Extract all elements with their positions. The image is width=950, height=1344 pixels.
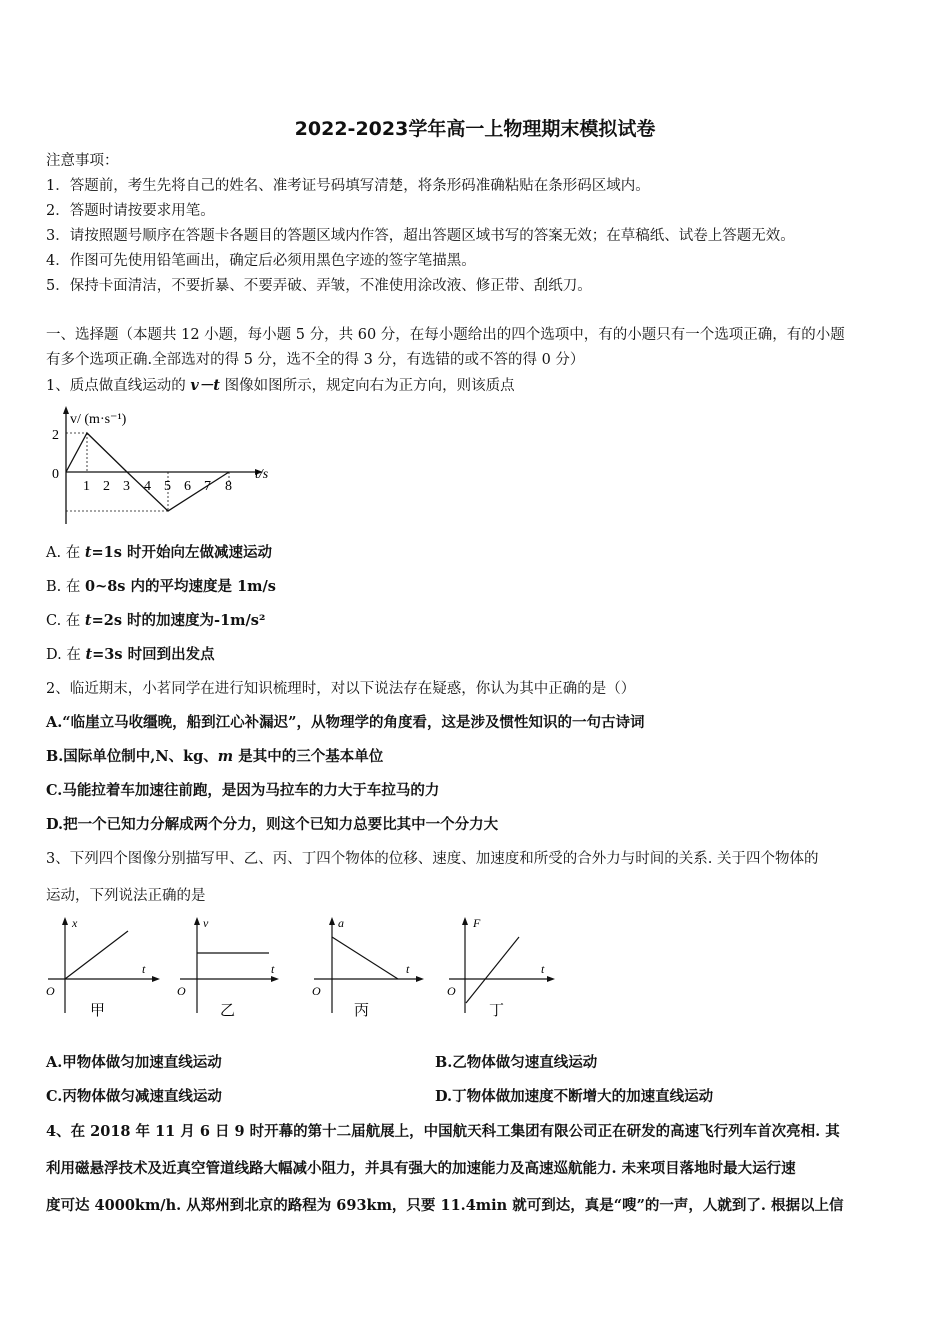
exam-title: 2022-2023学年高一上物理期末模拟试卷 bbox=[294, 118, 656, 140]
q1-x-tick: 5 bbox=[164, 479, 171, 494]
q4-line2: 利用磁悬浮技术及近真空管道线路大幅减小阻力，并具有强大的加速能力及高速巡航能力. 未来项目落地时最大运行速 bbox=[46, 1160, 796, 1177]
q3-graph-bing bbox=[308, 915, 433, 1025]
q1-option-a-post: =1s 时开始向左做减速运动 bbox=[91, 544, 272, 561]
q1-option-c-post: =2s 时的加速度为-1m/s² bbox=[91, 612, 266, 629]
q1-y-tick: 2 bbox=[52, 428, 59, 443]
q3-jia-origin: O bbox=[46, 984, 55, 998]
q3-option-d: D.丁物体做加速度不断增大的加速直线运动 bbox=[435, 1088, 714, 1105]
q4-line3: 度可达 4000km/h. 从郑州到北京的路程为 693km，只要 11.4min 就可到达，真是“嗖”的一声，人就到了. 根据以上信 bbox=[46, 1197, 844, 1214]
q1-y-axis-label: v/ (m·s⁻¹) bbox=[70, 412, 127, 427]
q1-option-d bbox=[46, 645, 215, 665]
q1-x-tick: 7 bbox=[204, 479, 211, 494]
section-heading-line1: 一、选择题（本题共 12 小题，每小题 5 分，共 60 分，在每小题给出的四个选项中，有的小题只有一个选项正确，有的小题 bbox=[46, 327, 845, 343]
q1-x-tick: 4 bbox=[144, 479, 151, 494]
notice-item: 3．请按照题号顺序在答题卡各题目的答题区域内作答，超出答题区域书写的答案无效；在草稿纸、试卷上答题无效。 bbox=[46, 228, 795, 244]
q2-option-b-post: 是其中的三个基本单位 bbox=[233, 748, 384, 765]
q3-option-a: A.甲物体做匀加速直线运动 bbox=[46, 1054, 222, 1071]
q1-option-c-pre: C. 在 bbox=[46, 613, 85, 629]
q1-option-b-pre: B. 在 bbox=[46, 579, 85, 595]
q1-x-tick: 6 bbox=[184, 479, 191, 494]
q3-bing-y-label: a bbox=[338, 916, 344, 930]
q3-stem-line2: 运动，下列说法正确的是 bbox=[46, 888, 206, 904]
notice-item: 4．作图可先使用铅笔画出，确定后必须用黑色字迹的签字笔描黑。 bbox=[46, 253, 476, 269]
q1-vt-graph bbox=[44, 402, 284, 528]
q4-line1: 4、在 2018 年 11 月 6 日 9 时开幕的第十二届航展上，中国航天科工集团有限公司正在研发的高速飞行列车首次亮相. 其 bbox=[46, 1123, 840, 1140]
q1-stem-suffix: 图像如图所示，规定向右为正方向，则该质点 bbox=[219, 378, 515, 394]
q1-option-d-var: t bbox=[85, 646, 93, 663]
q3-jia-name: 甲 bbox=[90, 1003, 106, 1019]
q1-option-d-pre: D. 在 bbox=[46, 647, 86, 663]
q3-yi-y-label: v bbox=[203, 916, 209, 930]
q3-graph-ding bbox=[443, 915, 568, 1025]
q1-y-tick: 0 bbox=[52, 467, 59, 482]
q2-stem: 2、临近期末，小茗同学在进行知识梳理时，对以下说法存在疑惑，你认为其中正确的是（） bbox=[46, 681, 636, 697]
section-heading-line2: 有多个选项正确.全部选对的得 5 分，选不全的得 3 分，有选错的或不答的得 0 分） bbox=[46, 352, 585, 368]
q1-stem bbox=[46, 376, 515, 396]
q2-option-a: A.“临崖立马收缰晚，船到江心补漏迟”，从物理学的角度看，这是涉及惯性知识的一句古诗词 bbox=[46, 714, 645, 731]
q1-stem-prefix: 1、质点做直线运动的 bbox=[46, 378, 191, 394]
q3-option-c: C.丙物体做匀减速直线运动 bbox=[46, 1088, 222, 1105]
q3-ding-y-label: F bbox=[473, 916, 481, 930]
q2-option-c: C.马能拉着车加速往前跑，是因为马拉车的力大于车拉马的力 bbox=[46, 782, 440, 799]
q1-option-a bbox=[46, 543, 272, 563]
q3-graph-jia bbox=[40, 915, 165, 1025]
q3-yi-origin: O bbox=[177, 984, 186, 998]
q1-x-tick: 8 bbox=[225, 479, 232, 494]
q1-option-b-post: 0~8s 内的平均速度是 1m/s bbox=[84, 578, 276, 595]
q1-option-c bbox=[46, 611, 265, 631]
notice-item: 5．保持卡面清洁，不要折暴、不要弄破、弄皱，不准使用涂改液、修正带、刮纸刀。 bbox=[46, 278, 592, 294]
q2-option-b-var: m bbox=[217, 748, 234, 765]
q1-option-a-var: t bbox=[84, 544, 92, 561]
q3-yi-name: 乙 bbox=[220, 1003, 236, 1019]
q3-ding-name: 丁 bbox=[489, 1003, 505, 1019]
notice-item: 1．答题前，考生先将自己的姓名、准考证号码填写清楚，将条形码准确粘贴在条形码区域内。 bbox=[46, 178, 650, 194]
q3-option-b: B.乙物体做匀速直线运动 bbox=[435, 1054, 598, 1071]
q1-option-a-pre: A. 在 bbox=[46, 545, 85, 561]
q1-x-tick: 1 bbox=[83, 479, 90, 494]
q2-option-b-pre: B.国际单位制中,N、kg、 bbox=[46, 748, 218, 765]
notice-item: 2．答题时请按要求用笔。 bbox=[46, 203, 215, 219]
q1-x-tick: 2 bbox=[103, 479, 110, 494]
q2-option-b bbox=[46, 747, 383, 767]
q1-stem-var: v－t bbox=[190, 377, 220, 394]
q3-ding-x-label: t bbox=[541, 962, 545, 976]
q3-bing-name: 丙 bbox=[354, 1003, 370, 1019]
q3-ding-origin: O bbox=[447, 984, 456, 998]
q3-graph-yi bbox=[175, 915, 300, 1025]
q1-x-axis-label: t/s bbox=[255, 467, 269, 482]
q3-jia-x-label: t bbox=[142, 962, 146, 976]
notice-heading: 注意事项： bbox=[46, 153, 119, 169]
q2-option-d: D.把一个已知力分解成两个分力，则这个已知力总要比其中一个分力大 bbox=[46, 816, 499, 833]
q3-bing-x-label: t bbox=[406, 962, 410, 976]
q1-option-c-var: t bbox=[84, 612, 92, 629]
q1-option-d-post: =3s 时回到出发点 bbox=[92, 646, 215, 663]
q1-x-tick: 3 bbox=[123, 479, 130, 494]
q3-jia-y-label: x bbox=[72, 916, 78, 930]
q3-stem-line1: 3、下列四个图像分别描写甲、乙、丙、丁四个物体的位移、速度、加速度和所受的合外力与时间的关系. 关于四个物体的 bbox=[46, 851, 819, 867]
q3-bing-origin: O bbox=[312, 984, 321, 998]
q3-yi-x-label: t bbox=[271, 962, 275, 976]
q1-option-b bbox=[46, 577, 276, 597]
